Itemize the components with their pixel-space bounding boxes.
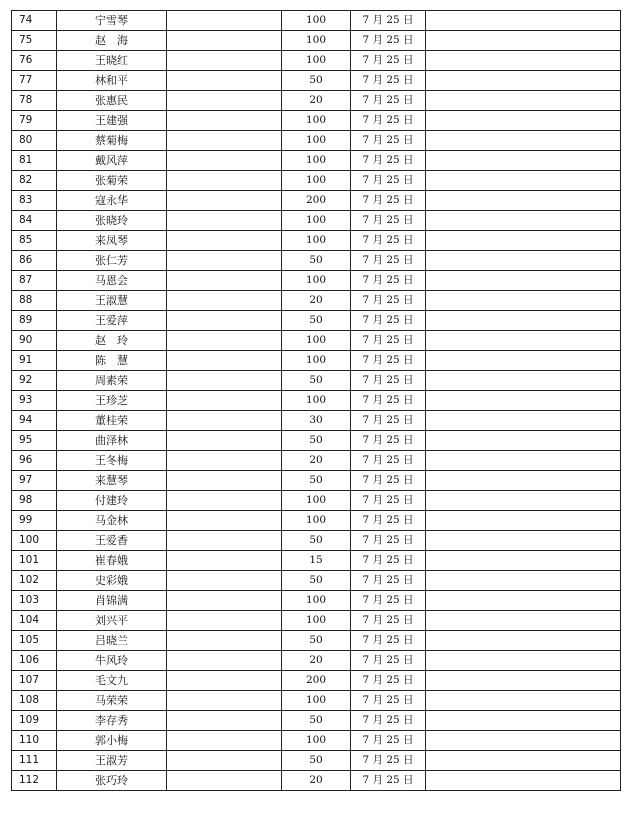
- table-row: [12, 191, 621, 211]
- row-number: 107: [12, 671, 57, 691]
- amount-cell: 100: [282, 491, 351, 511]
- remark-cell: [426, 671, 621, 691]
- amount-cell: 50: [282, 251, 351, 271]
- amount-cell: 50: [282, 71, 351, 91]
- row-number: 83: [12, 191, 57, 211]
- note-cell: [167, 751, 282, 771]
- date-cell: 7 月 25 日: [351, 211, 426, 231]
- row-number: 97: [12, 471, 57, 491]
- row-number: 104: [12, 611, 57, 631]
- remark-cell: [426, 151, 621, 171]
- remark-cell: [426, 231, 621, 251]
- date-cell: 7 月 25 日: [351, 531, 426, 551]
- donor-name: 马恩会: [57, 271, 167, 291]
- remark-cell: [426, 551, 621, 571]
- note-cell: [167, 511, 282, 531]
- note-cell: [167, 731, 282, 751]
- amount-cell: 20: [282, 451, 351, 471]
- remark-cell: [426, 371, 621, 391]
- date-cell: 7 月 25 日: [351, 71, 426, 91]
- donor-name: 赵 海: [57, 31, 167, 51]
- note-cell: [167, 171, 282, 191]
- row-number: 88: [12, 291, 57, 311]
- row-number: 101: [12, 551, 57, 571]
- date-cell: 7 月 25 日: [351, 771, 426, 791]
- note-cell: [167, 631, 282, 651]
- remark-cell: [426, 271, 621, 291]
- row-number: 85: [12, 231, 57, 251]
- remark-cell: [426, 251, 621, 271]
- amount-cell: 100: [282, 731, 351, 751]
- date-cell: 7 月 25 日: [351, 491, 426, 511]
- remark-cell: [426, 311, 621, 331]
- row-number: 74: [12, 11, 57, 31]
- donor-name: 张菊荣: [57, 171, 167, 191]
- table-row: [12, 331, 621, 351]
- date-cell: 7 月 25 日: [351, 351, 426, 371]
- remark-cell: [426, 351, 621, 371]
- donor-name: 陈 慧: [57, 351, 167, 371]
- note-cell: [167, 611, 282, 631]
- table-row: [12, 431, 621, 451]
- note-cell: [167, 71, 282, 91]
- date-cell: 7 月 25 日: [351, 431, 426, 451]
- row-number: 94: [12, 411, 57, 431]
- donor-name: 宁雪琴: [57, 11, 167, 31]
- date-cell: 7 月 25 日: [351, 191, 426, 211]
- table-row: [12, 311, 621, 331]
- table-row: [12, 671, 621, 691]
- row-number: 95: [12, 431, 57, 451]
- amount-cell: 100: [282, 511, 351, 531]
- date-cell: 7 月 25 日: [351, 731, 426, 751]
- date-cell: 7 月 25 日: [351, 571, 426, 591]
- table-row: [12, 631, 621, 651]
- donor-name: 来凤琴: [57, 231, 167, 251]
- amount-cell: 50: [282, 531, 351, 551]
- amount-cell: 100: [282, 691, 351, 711]
- table-row: [12, 351, 621, 371]
- table-row: [12, 291, 621, 311]
- row-number: 108: [12, 691, 57, 711]
- row-number: 110: [12, 731, 57, 751]
- table-row: [12, 271, 621, 291]
- donor-name: 张晓玲: [57, 211, 167, 231]
- note-cell: [167, 531, 282, 551]
- note-cell: [167, 771, 282, 791]
- amount-cell: 100: [282, 171, 351, 191]
- date-cell: 7 月 25 日: [351, 411, 426, 431]
- remark-cell: [426, 651, 621, 671]
- row-number: 80: [12, 131, 57, 151]
- note-cell: [167, 711, 282, 731]
- donor-name: 王爱香: [57, 531, 167, 551]
- remark-cell: [426, 171, 621, 191]
- table-row: [12, 651, 621, 671]
- date-cell: 7 月 25 日: [351, 11, 426, 31]
- table-row: [12, 771, 621, 791]
- amount-cell: 100: [282, 151, 351, 171]
- donor-name: 曲泽林: [57, 431, 167, 451]
- amount-cell: 100: [282, 351, 351, 371]
- amount-cell: 100: [282, 131, 351, 151]
- donor-name: 毛文九: [57, 671, 167, 691]
- remark-cell: [426, 431, 621, 451]
- note-cell: [167, 431, 282, 451]
- amount-cell: 100: [282, 51, 351, 71]
- table-row: [12, 151, 621, 171]
- row-number: 93: [12, 391, 57, 411]
- note-cell: [167, 471, 282, 491]
- date-cell: 7 月 25 日: [351, 311, 426, 331]
- donor-name: 林和平: [57, 71, 167, 91]
- note-cell: [167, 191, 282, 211]
- date-cell: 7 月 25 日: [351, 231, 426, 251]
- date-cell: 7 月 25 日: [351, 591, 426, 611]
- note-cell: [167, 11, 282, 31]
- row-number: 98: [12, 491, 57, 511]
- date-cell: 7 月 25 日: [351, 291, 426, 311]
- amount-cell: 50: [282, 431, 351, 451]
- donor-name: 周素荣: [57, 371, 167, 391]
- remark-cell: [426, 211, 621, 231]
- donor-name: 董桂荣: [57, 411, 167, 431]
- table-row: [12, 71, 621, 91]
- remark-cell: [426, 751, 621, 771]
- amount-cell: 200: [282, 191, 351, 211]
- date-cell: 7 月 25 日: [351, 451, 426, 471]
- donor-name: 蔡菊梅: [57, 131, 167, 151]
- donor-name: 寇永华: [57, 191, 167, 211]
- note-cell: [167, 131, 282, 151]
- donor-name: 付建玲: [57, 491, 167, 511]
- note-cell: [167, 371, 282, 391]
- table-row: [12, 391, 621, 411]
- remark-cell: [426, 731, 621, 751]
- row-number: 87: [12, 271, 57, 291]
- date-cell: 7 月 25 日: [351, 551, 426, 571]
- row-number: 102: [12, 571, 57, 591]
- donor-name: 王珍芝: [57, 391, 167, 411]
- amount-cell: 15: [282, 551, 351, 571]
- remark-cell: [426, 191, 621, 211]
- donation-table: [11, 10, 621, 791]
- note-cell: [167, 271, 282, 291]
- table-row: [12, 611, 621, 631]
- donor-name: 牛风玲: [57, 651, 167, 671]
- table-row: [12, 171, 621, 191]
- donor-name: 王淑芳: [57, 751, 167, 771]
- note-cell: [167, 331, 282, 351]
- row-number: 99: [12, 511, 57, 531]
- row-number: 81: [12, 151, 57, 171]
- date-cell: 7 月 25 日: [351, 751, 426, 771]
- amount-cell: 100: [282, 211, 351, 231]
- amount-cell: 100: [282, 111, 351, 131]
- amount-cell: 200: [282, 671, 351, 691]
- remark-cell: [426, 51, 621, 71]
- donor-name: 王冬梅: [57, 451, 167, 471]
- row-number: 105: [12, 631, 57, 651]
- row-number: 75: [12, 31, 57, 51]
- date-cell: 7 月 25 日: [351, 51, 426, 71]
- amount-cell: 50: [282, 471, 351, 491]
- donor-name: 马金林: [57, 511, 167, 531]
- table-row: [12, 451, 621, 471]
- donor-name: 刘兴平: [57, 611, 167, 631]
- remark-cell: [426, 471, 621, 491]
- note-cell: [167, 651, 282, 671]
- table-row: [12, 511, 621, 531]
- date-cell: 7 月 25 日: [351, 631, 426, 651]
- remark-cell: [426, 591, 621, 611]
- table-row: [12, 691, 621, 711]
- amount-cell: 100: [282, 11, 351, 31]
- row-number: 106: [12, 651, 57, 671]
- amount-cell: 50: [282, 571, 351, 591]
- remark-cell: [426, 771, 621, 791]
- table-row: [12, 551, 621, 571]
- note-cell: [167, 591, 282, 611]
- donor-name: 王淑慧: [57, 291, 167, 311]
- remark-cell: [426, 31, 621, 51]
- donor-name: 张惠民: [57, 91, 167, 111]
- table-row: [12, 411, 621, 431]
- note-cell: [167, 691, 282, 711]
- row-number: 112: [12, 771, 57, 791]
- amount-cell: 100: [282, 611, 351, 631]
- table-row: [12, 471, 621, 491]
- date-cell: 7 月 25 日: [351, 331, 426, 351]
- remark-cell: [426, 451, 621, 471]
- row-number: 78: [12, 91, 57, 111]
- note-cell: [167, 571, 282, 591]
- donor-name: 赵 玲: [57, 331, 167, 351]
- note-cell: [167, 111, 282, 131]
- remark-cell: [426, 291, 621, 311]
- row-number: 92: [12, 371, 57, 391]
- date-cell: 7 月 25 日: [351, 251, 426, 271]
- amount-cell: 20: [282, 771, 351, 791]
- note-cell: [167, 411, 282, 431]
- amount-cell: 50: [282, 371, 351, 391]
- row-number: 84: [12, 211, 57, 231]
- note-cell: [167, 311, 282, 331]
- table-row: [12, 731, 621, 751]
- table-body: [12, 11, 621, 791]
- note-cell: [167, 351, 282, 371]
- note-cell: [167, 251, 282, 271]
- donor-name: 史彩娥: [57, 571, 167, 591]
- date-cell: 7 月 25 日: [351, 111, 426, 131]
- amount-cell: 100: [282, 271, 351, 291]
- table-row: [12, 751, 621, 771]
- date-cell: 7 月 25 日: [351, 711, 426, 731]
- note-cell: [167, 671, 282, 691]
- table-row: [12, 711, 621, 731]
- note-cell: [167, 391, 282, 411]
- note-cell: [167, 151, 282, 171]
- remark-cell: [426, 411, 621, 431]
- amount-cell: 20: [282, 91, 351, 111]
- remark-cell: [426, 611, 621, 631]
- table-row: [12, 91, 621, 111]
- table-row: [12, 131, 621, 151]
- remark-cell: [426, 631, 621, 651]
- amount-cell: 100: [282, 391, 351, 411]
- amount-cell: 20: [282, 651, 351, 671]
- donor-name: 王爱萍: [57, 311, 167, 331]
- donor-name: 郭小梅: [57, 731, 167, 751]
- remark-cell: [426, 391, 621, 411]
- note-cell: [167, 31, 282, 51]
- donor-name: 吕晓兰: [57, 631, 167, 651]
- date-cell: 7 月 25 日: [351, 651, 426, 671]
- note-cell: [167, 91, 282, 111]
- date-cell: 7 月 25 日: [351, 151, 426, 171]
- table-row: [12, 111, 621, 131]
- table-row: [12, 251, 621, 271]
- date-cell: 7 月 25 日: [351, 91, 426, 111]
- table-row: [12, 31, 621, 51]
- amount-cell: 100: [282, 591, 351, 611]
- row-number: 90: [12, 331, 57, 351]
- remark-cell: [426, 111, 621, 131]
- amount-cell: 50: [282, 751, 351, 771]
- donor-name: 来慧琴: [57, 471, 167, 491]
- table-row: [12, 371, 621, 391]
- row-number: 82: [12, 171, 57, 191]
- remark-cell: [426, 491, 621, 511]
- note-cell: [167, 291, 282, 311]
- date-cell: 7 月 25 日: [351, 511, 426, 531]
- donor-name: 王晓红: [57, 51, 167, 71]
- table-row: [12, 491, 621, 511]
- donor-name: 李存秀: [57, 711, 167, 731]
- remark-cell: [426, 131, 621, 151]
- note-cell: [167, 211, 282, 231]
- date-cell: 7 月 25 日: [351, 671, 426, 691]
- date-cell: 7 月 25 日: [351, 31, 426, 51]
- amount-cell: 50: [282, 711, 351, 731]
- date-cell: 7 月 25 日: [351, 131, 426, 151]
- table-row: [12, 531, 621, 551]
- row-number: 79: [12, 111, 57, 131]
- note-cell: [167, 491, 282, 511]
- remark-cell: [426, 331, 621, 351]
- table-row: [12, 571, 621, 591]
- row-number: 91: [12, 351, 57, 371]
- note-cell: [167, 231, 282, 251]
- table-row: [12, 591, 621, 611]
- donor-name: 崔春娥: [57, 551, 167, 571]
- amount-cell: 50: [282, 311, 351, 331]
- remark-cell: [426, 71, 621, 91]
- remark-cell: [426, 691, 621, 711]
- date-cell: 7 月 25 日: [351, 171, 426, 191]
- remark-cell: [426, 711, 621, 731]
- donor-name: 马荣荣: [57, 691, 167, 711]
- table-row: [12, 51, 621, 71]
- row-number: 89: [12, 311, 57, 331]
- remark-cell: [426, 531, 621, 551]
- remark-cell: [426, 511, 621, 531]
- note-cell: [167, 451, 282, 471]
- row-number: 77: [12, 71, 57, 91]
- date-cell: 7 月 25 日: [351, 611, 426, 631]
- row-number: 109: [12, 711, 57, 731]
- remark-cell: [426, 91, 621, 111]
- row-number: 103: [12, 591, 57, 611]
- remark-cell: [426, 11, 621, 31]
- row-number: 111: [12, 751, 57, 771]
- remark-cell: [426, 571, 621, 591]
- date-cell: 7 月 25 日: [351, 371, 426, 391]
- date-cell: 7 月 25 日: [351, 391, 426, 411]
- table-row: [12, 231, 621, 251]
- date-cell: 7 月 25 日: [351, 691, 426, 711]
- donor-name: 戴风萍: [57, 151, 167, 171]
- note-cell: [167, 551, 282, 571]
- amount-cell: 20: [282, 291, 351, 311]
- donor-name: 张仁芳: [57, 251, 167, 271]
- note-cell: [167, 51, 282, 71]
- date-cell: 7 月 25 日: [351, 471, 426, 491]
- row-number: 96: [12, 451, 57, 471]
- row-number: 76: [12, 51, 57, 71]
- amount-cell: 100: [282, 31, 351, 51]
- amount-cell: 100: [282, 331, 351, 351]
- date-cell: 7 月 25 日: [351, 271, 426, 291]
- amount-cell: 50: [282, 631, 351, 651]
- donor-name: 张巧玲: [57, 771, 167, 791]
- row-number: 100: [12, 531, 57, 551]
- row-number: 86: [12, 251, 57, 271]
- amount-cell: 30: [282, 411, 351, 431]
- table-row: [12, 211, 621, 231]
- donor-name: 肖锦满: [57, 591, 167, 611]
- amount-cell: 100: [282, 231, 351, 251]
- table-row: [12, 11, 621, 31]
- donor-name: 王建强: [57, 111, 167, 131]
